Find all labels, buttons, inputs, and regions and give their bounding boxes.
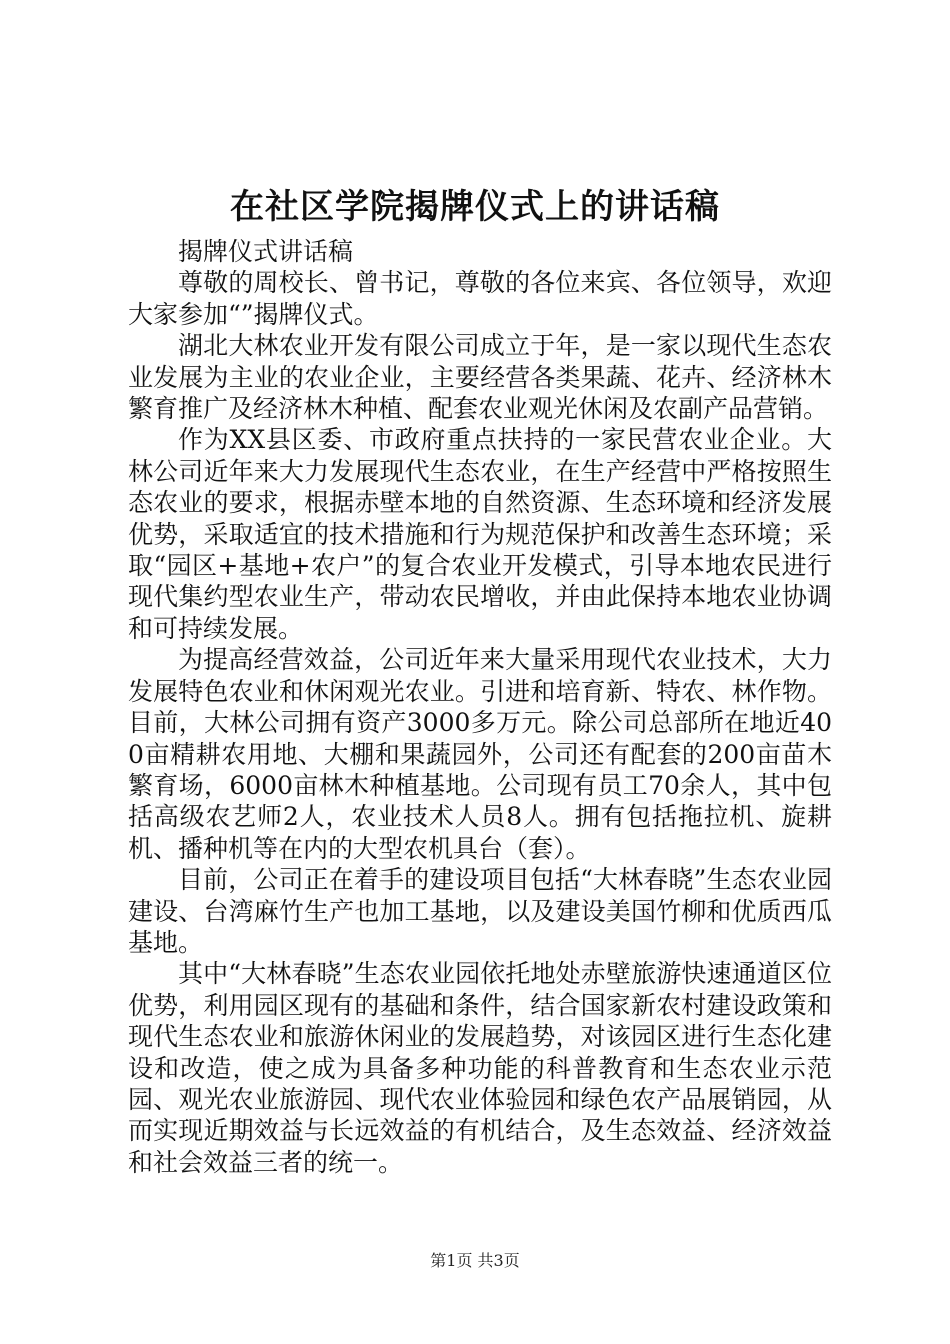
- paragraph-company-intro: 湖北大林农业开发有限公司成立于年，是一家以现代生态农业发展为主业的农业企业，主要经营各类果蔬、花卉、经济林木繁育推广及经济林木种植、配套农业观光休闲及农副产品营销。: [128, 331, 832, 424]
- paragraph-subtitle: 揭牌仪式讲话稿: [178, 237, 354, 266]
- paragraph-development: 作为XX县区委、市政府重点扶持的一家民营农业企业。大林公司近年来大力发展现代生态农业，在生产经营中严格按照生态农业的要求，根据赤壁本地的自然资源、生态环境和经济发展优势，采取适宜的技术措施和行为规范保护和改善生态环境；采取“园区+基地+农户”的复合农业开发模式，引导本地农民进行现代集约型农业生产，带动农民增收，并由此保持本地农业协调和可持续发展。: [128, 425, 832, 643]
- document-body: [128, 236, 832, 1178]
- paragraph-eco-park: 其中“大林春晓”生态农业园依托地处赤壁旅游快速通道区位优势，利用园区现有的基础和条件，结合国家新农村建设政策和现代生态农业和旅游休闲业的发展趋势，对该园区进行生态化建设和改造，使之成为具备多种功能的科普教育和生态农业示范园、观光农业旅游园、现代农业体验园和绿色农产品展销园，从而实现近期效益与长远效益的有机结合，及生态效益、经济效益和社会效益三者的统一。: [128, 959, 832, 1177]
- paragraph-projects: 目前，公司正在着手的建设项目包括“大林春晓”生态农业园建设、台湾麻竹生产也加工基地，以及建设美国竹柳和优质西瓜基地。: [128, 865, 832, 957]
- page-number-footer: 第1页 共3页: [430, 1251, 520, 1270]
- paragraph-assets: 为提高经营效益，公司近年来大量采用现代农业技术，大力发展特色农业和休闲观光农业。引进和培育新、特农、林作物。目前，大林公司拥有资产3000多万元。除公司总部所在地近400亩精耕农用地、大棚和果蔬园外，公司还有配套的200亩苗木繁育场，6000亩林木种植基地。公司现有员工70余人，其中包括高级农艺师2人，农业技术人员8人。拥有包括拖拉机、旋耕机、播种机等在内的大型农机具台（套）。: [128, 645, 832, 863]
- paragraph-greeting: 尊敬的周校长、曾书记，尊敬的各位来宾、各位领导，欢迎大家参加“”揭牌仪式。: [128, 268, 832, 329]
- document-title: 在社区学院揭牌仪式上的讲话稿: [230, 187, 720, 227]
